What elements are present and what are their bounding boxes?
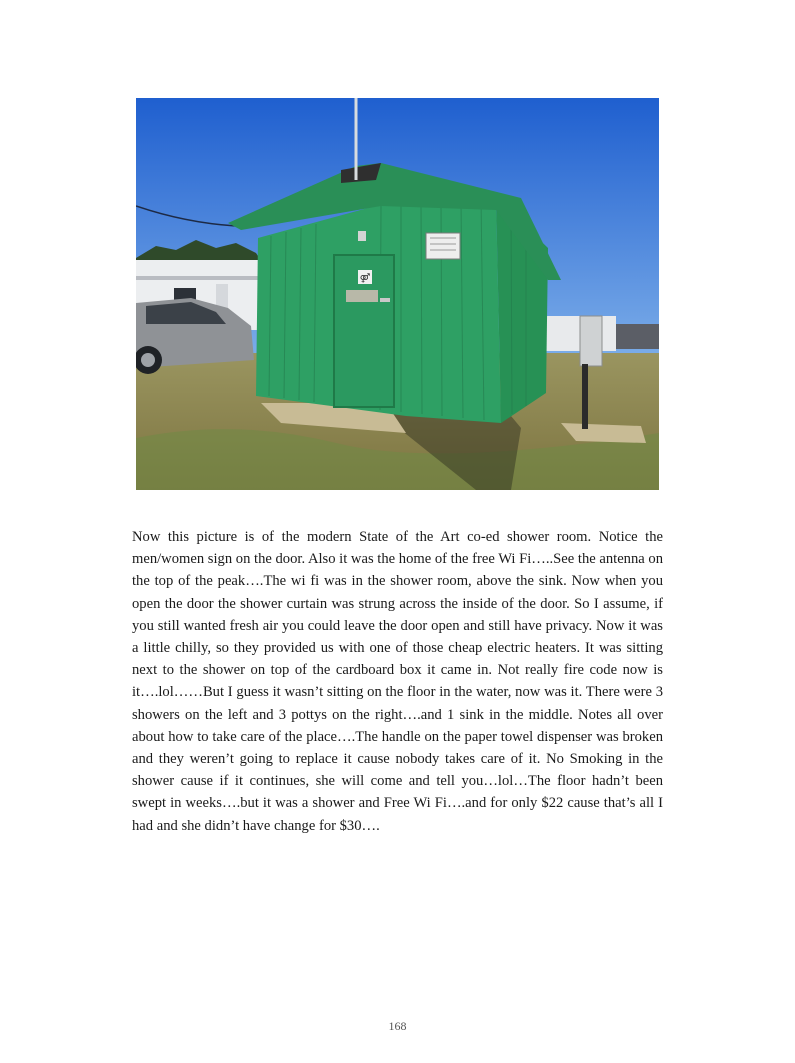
photo-illustration bbox=[136, 98, 659, 490]
electric-post bbox=[580, 316, 602, 366]
wall-ac-unit bbox=[426, 233, 460, 259]
body-paragraph: Now this picture is of the modern State of the Art co-ed shower room. Notice the men/women sign on the door. Also it was the home of the free Wi Fi…..See the antenna on the top of the peak….The wi fi was in the shower room, above the sink. Now when you open the door the shower curtain was strung across the inside of the door. So I assume, if you still wanted fresh air you could leave the door open and still have privacy. Now it was a little chilly, so they provided us with one of those cheap electric heaters. It was sitting next to the shower on top of the cardboard box it came in. Not really fire code now is it….lol……But I guess it wasn’t sitting on the floor in the water, now was it. There were 3 showers on the left and 3 pottys on the right….and 1 sink in the middle. Notes all over about how to take care of the place….The handle on the paper towel dispenser was broken and they weren’t going to replace it cause nobody takes care of it. No Smoking in the shower cause if it continues, she will come and tell you…lol…The floor hadn’t been swept in weeks….but it was a shower and Free Wi Fi….and for only $22 cause that’s all I had and she didn’t have change for $30…. bbox=[132, 529, 663, 834]
page-number: 168 bbox=[388, 1019, 407, 1033]
svg-text:⚤: ⚤ bbox=[359, 274, 371, 284]
shower-building-photo bbox=[136, 98, 659, 490]
